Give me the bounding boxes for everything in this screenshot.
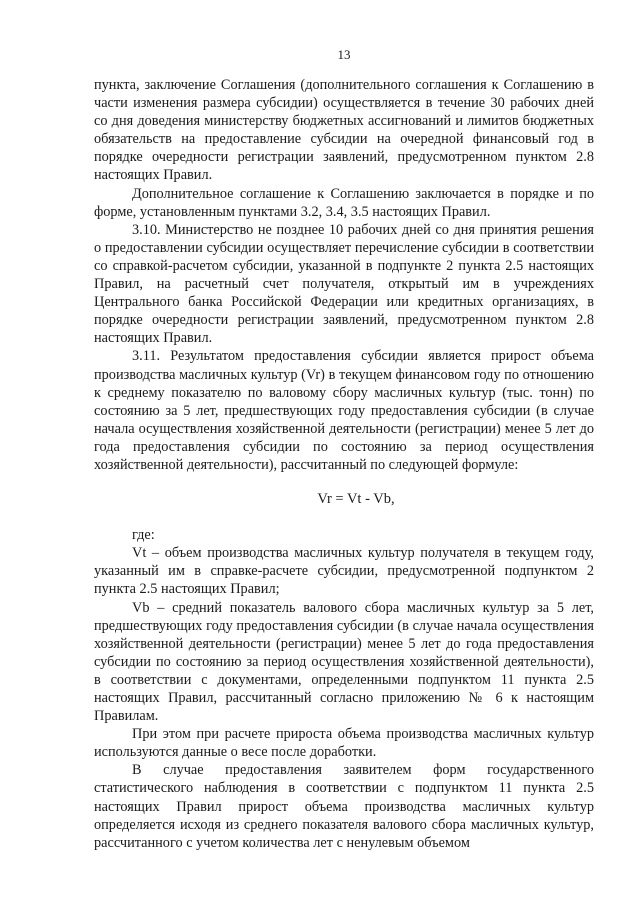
paragraph-3-10: 3.10. Министерство не позднее 10 рабочих дней со дня принятия решения о предоставлении субсидии осуществляет перечисление субсидии в соответствии со справкой-расчетом субсидии, указанной в подпункте 2 пункта 2.5 настоящих Правил, на расчетный счет получателя, открытый им в учреждениях Центрального банка Российской Федерации или кредитных организациях, в порядке очередности регистрации заявлений, предусмотренном пунктом 2.8 настоящих Правил. xyxy=(94,221,594,347)
paragraph-continuation: пункта, заключение Соглашения (дополнительного соглашения к Соглашению в части изменения размера субсидии) осуществляется в течение 30 рабочих дней со дня доведения министерству бюджетных ассигнований и лимитов бюджетных обязательств на предоставление субсидии на очередной финансовый год в порядке очередности регистрации заявлений, предусмотренном пунктом 2.8 настоящих Правил. xyxy=(94,77,594,184)
page-number: 13 xyxy=(337,47,351,62)
paragraph-weight-data: При этом при расчете прироста объема производства масличных культур используются данные о весе после доработки. xyxy=(94,726,594,761)
where-label: где: xyxy=(132,527,155,544)
definition-vt: Vt – объем производства масличных культур получателя в текущем году, указанный им в справке-расчете субсидии, предусмотренной подпунктом 2 пункта 2.5 настоящих Правил; xyxy=(94,545,594,598)
paragraph-statistical-forms: В случае предоставления заявителем форм государственного статистического наблюдения в соответствии с подпунктом 11 пункта 2.5 настоящих Правил прирост объема производства масличных культур определяется исходя из среднего показателя валового сбора масличных культур, рассчитанного с учетом количества лет с ненулевым объемом xyxy=(94,762,594,851)
paragraph-3-11: 3.11. Результатом предоставления субсидии является прирост объема производства масличных культур (Vr) в текущем финансовом году по отношению к среднему показателю по валовому сбору масличных культур (тыс. тонн) по состоянию за 5 лет, предшествующих году предоставления субсидии (в случае начала осуществления хозяйственной деятельности (регистрации) менее 5 лет до года предоставления субсидии по состоянию за период осуществления хозяйственной деятельности), рассчитанный по следующей формуле: xyxy=(94,348,594,473)
paragraph-additional-agreement: Дополнительное соглашение к Соглашению заключается в порядке и по форме, установленным пунктами 3.2, 3.4, 3.5 настоящих Правил. xyxy=(94,185,594,220)
body-text xyxy=(94,76,594,852)
formula: Vr = Vt - Vb, xyxy=(317,491,395,508)
definition-vb: Vb – средний показатель валового сбора масличных культур за 5 лет, предшествующих году предоставления субсидии (в случае начала осуществления хозяйственной деятельности (регистрации) менее 5 лет до года предоставления субсидии по состоянию за период осуществления хозяйственной деятельности), в соответствии с документами, определенными подпунктом 11 пункта 2.5 настоящих Правил, рассчитанный согласно приложению № 6 к настоящим Правилам. xyxy=(94,599,594,725)
